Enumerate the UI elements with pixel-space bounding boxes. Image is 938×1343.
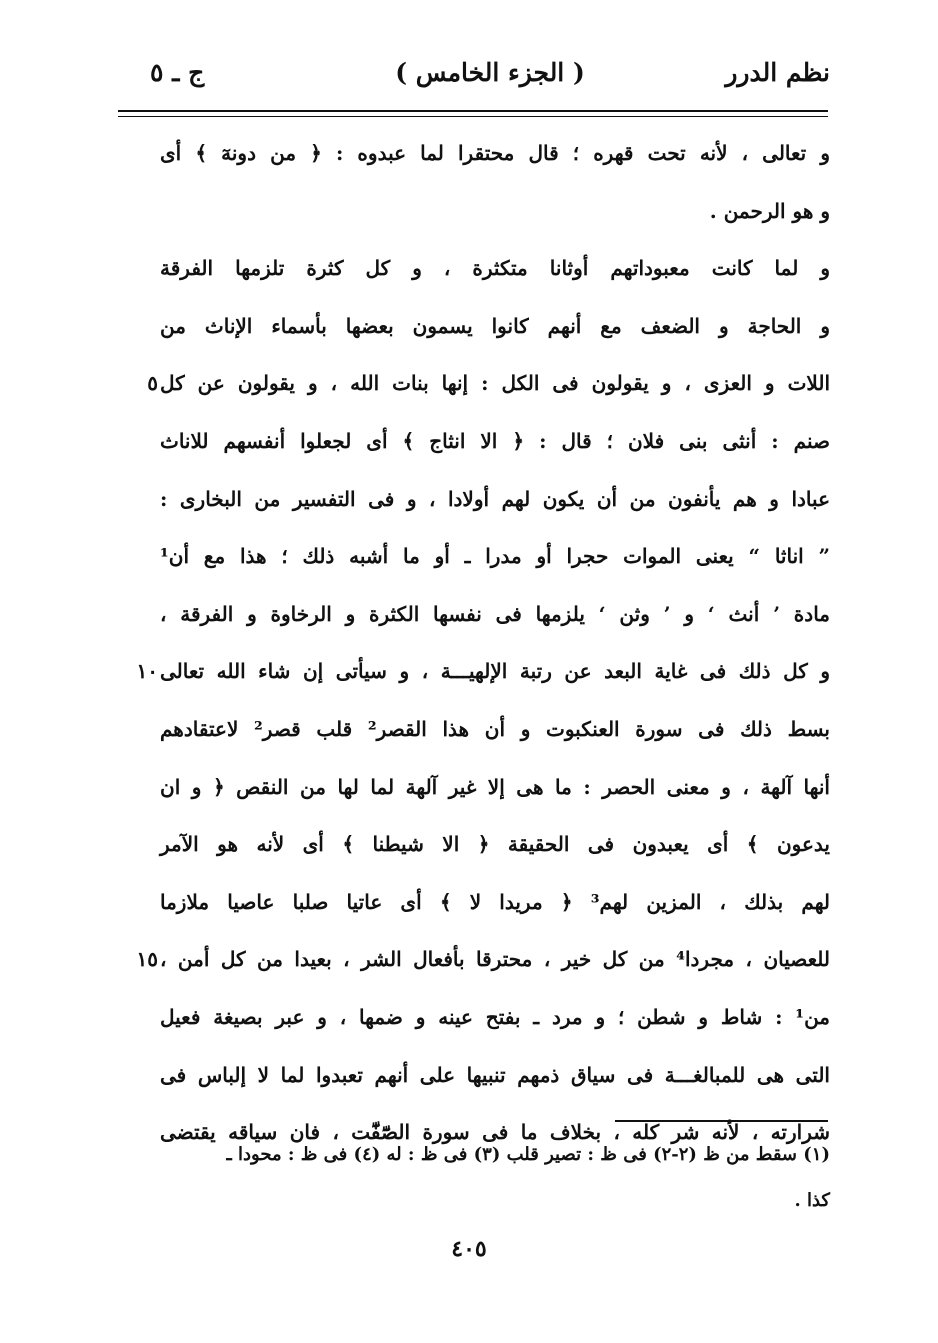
- text-line: [160, 298, 830, 356]
- page-number: ٤٠٥: [451, 1236, 487, 1262]
- text-line-content: أنها آلهة ، و معنى الحصر : ما هى إلا غير آلهة لما لها من النقص ﴿ و ان: [160, 774, 830, 799]
- text-line-content: للعصيان ، مجردا⁴ من كل خير ، محترقا بأفعال الشر ، بعيدا من كل أمن ،: [160, 947, 830, 972]
- text-line: [160, 759, 830, 817]
- line-number: ١٥: [136, 947, 158, 972]
- book-title: نظم الدرر: [725, 58, 830, 87]
- text-line: [160, 586, 830, 644]
- text-line: [160, 240, 830, 298]
- line-number: ٥: [147, 371, 158, 396]
- text-line-content: عبادا و هم يأنفون من أن يكون لهم أولادا ، و فى التفسير من البخارى :: [160, 486, 830, 511]
- text-line-content: و هو الرحمن .: [709, 198, 830, 223]
- part-short: ج ـ ٥: [150, 58, 205, 87]
- running-header: [150, 58, 830, 98]
- text-line: [160, 413, 830, 471]
- text-line-content: و تعالى ، لأنه تحت قهره ؛ قال محتقرا لما عبدوه : ﴿ من دونهٓ ﴾ أى: [160, 141, 830, 165]
- text-line: [136, 643, 830, 701]
- text-line-content: صنم : أنثى بنى فلان ؛ قال : ﴿ الا انثاج ﴾ أى لجعلوا أنفسهم للاناث: [160, 428, 830, 453]
- part-title: ( الجزء الخامس ): [395, 58, 585, 87]
- text-line-content: شرارته ، لأنه شر كله ، بخلاف ما فى سورة الصّٓفّٓت ، فان سياقه يقتضى: [160, 1120, 830, 1145]
- text-line-content: لهم بذلك ، المزين لهم³ ﴿ مريدا لا ﴾ أى عاتيا صلبا عاصيا ملازما: [160, 889, 831, 914]
- text-line-content: مادة ’ أنث ‘ و ’ وثن ‘ يلزمها فى نفسها الكثرة و الرخاوة و الفرقة ،: [160, 601, 830, 626]
- text-line: [160, 1047, 830, 1105]
- text-line-content: ” اناثا “ يعنى الموات حجرا أو مدرا ـ أو ما أشبه ذلك ؛ هذا مع أن¹: [160, 544, 830, 569]
- text-line: [160, 471, 830, 529]
- text-line-content: بسط ذلك فى سورة العنكبوت و أن هذا القصر² قلب قصر² لاعتقادهم: [160, 716, 830, 741]
- footnote-rule: [615, 1120, 828, 1122]
- text-line-content: يدعون ﴾ أى يعبدون فى الحقيقة ﴿ الا شيطنا ﴾ أى لأنه هو الآمر: [160, 832, 830, 857]
- text-line: [160, 125, 830, 183]
- text-line-content: و لما كانت معبوداتهم أوثانا متكثرة ، و كل كثرة تلزمها الفرقة: [160, 256, 830, 281]
- text-line-content: و الحاجة و الضعف مع أنهم كانوا يسمون بعضها بأسماء الإناث من: [160, 313, 830, 338]
- text-line: [160, 183, 830, 241]
- text-line: [160, 874, 830, 932]
- text-line-content: من¹ : شاط و شطن ؛ و مرد ـ بفتح عينه و ضمها ، و عبر بصيغة فعيل: [160, 1004, 830, 1029]
- text-line: [160, 701, 830, 759]
- footnotes: [160, 1132, 830, 1224]
- line-number: ١٠: [136, 659, 158, 684]
- text-line-content: اللات و العزى ، و يقولون فى الكل : إنها بنات الله ، و يقولون عن كل: [160, 371, 830, 396]
- text-line-content: و كل ذلك فى غاية البعد عن رتبة الإلهيـــة ، و سيأتى إن شاء الله تعالى: [160, 659, 830, 684]
- footnote-line: (١) سقط من ظ (٢-٢) فى ظ : تصير قلب (٣) فى ظ : له (٤) فى ظ : محودا ـ: [226, 1144, 830, 1165]
- header-rule: [118, 110, 828, 112]
- main-text: [136, 125, 831, 1162]
- header-rule-thin: [118, 116, 828, 117]
- text-line: [136, 931, 830, 989]
- text-line: [160, 816, 830, 874]
- text-line: [147, 355, 830, 413]
- text-line: [160, 528, 830, 586]
- text-line: [160, 989, 830, 1047]
- footnote-line: كذا .: [794, 1190, 830, 1211]
- text-line-content: التى هى للمبالغـــة فى سياق ذمهم تنبيها على أنهم تعبدوا لما لا إلباس فى: [160, 1062, 830, 1087]
